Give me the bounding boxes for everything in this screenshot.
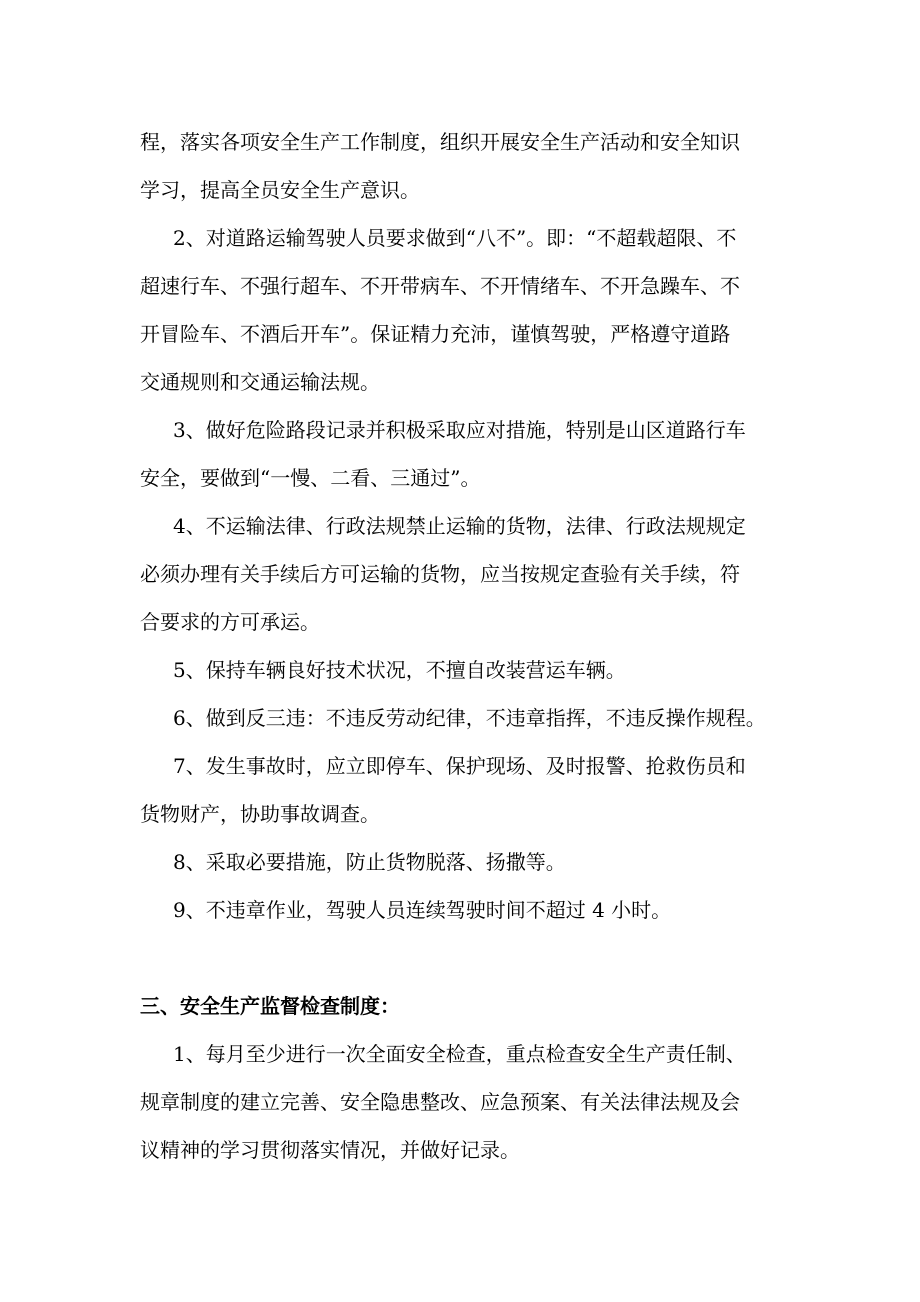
paragraph-item-3 xyxy=(140,406,860,454)
text-line: 议精神的学习贯彻落实情况，并做好记录。 xyxy=(140,1138,520,1162)
text-line: 超速行车、不强行超车、不开带病车、不开情绪车、不开急躁车、不 xyxy=(140,274,740,298)
paragraph-item-2 xyxy=(140,214,860,262)
paragraph-item-6 xyxy=(140,694,860,742)
text-line: 安全，要做到“一慢、二看、三通过”。 xyxy=(140,466,481,490)
text-line: 8、采取必要措施，防止货物脱落、扬撒等。 xyxy=(173,850,566,874)
text-line: 开冒险车、不酒后开车”。保证精力充沛，谨慎驾驶，严格遵守道路 xyxy=(140,322,731,346)
text-line: 必须办理有关手续后方可运输的货物，应当按规定查验有关手续，符 xyxy=(140,562,740,586)
paragraph-item-3-cont xyxy=(140,454,860,502)
text-line: 7、发生事故时，应立即停车、保护现场、及时报警、抢救伤员和 xyxy=(173,754,746,778)
paragraph-item-2-cont xyxy=(140,262,860,406)
text-line: 2、对道路运输驾驶人员要求做到“八不”。即：“不超载超限、不 xyxy=(173,226,737,250)
paragraph-continuation xyxy=(140,118,860,214)
paragraph-item-5 xyxy=(140,646,860,694)
text-line: 4、不运输法律、行政法规禁止运输的货物，法律、行政法规规定 xyxy=(173,514,746,538)
text-line: 6、做到反三违：不违反劳动纪律，不违章指挥，不违反操作规程。 xyxy=(173,706,766,730)
text-line: 学习，提高全员安全生产意识。 xyxy=(140,178,420,202)
paragraph-section3-item-1-cont xyxy=(140,1078,860,1174)
paragraph-item-8 xyxy=(140,838,860,886)
text-line: 规章制度的建立完善、安全隐患整改、应急预案、有关法律法规及会 xyxy=(140,1090,740,1114)
paragraph-item-9 xyxy=(140,886,860,934)
paragraph-section3-item-1 xyxy=(140,1030,860,1078)
text-line: 货物财产，协助事故调查。 xyxy=(140,802,380,826)
paragraph-item-7-cont xyxy=(140,790,860,838)
text-line: 5、保持车辆良好技术状况，不擅自改装营运车辆。 xyxy=(173,658,626,682)
text-line: 3、做好危险路段记录并积极采取应对措施，特别是山区道路行车 xyxy=(173,418,746,442)
paragraph-item-4-cont xyxy=(140,550,860,646)
text-line: 9、不违章作业，驾驶人员连续驾驶时间不超过 4 小时。 xyxy=(173,898,672,922)
text-line: 合要求的方可承运。 xyxy=(140,610,320,634)
paragraph-item-4 xyxy=(140,502,860,550)
text-line: 1、每月至少进行一次全面安全检查，重点检查安全生产责任制、 xyxy=(173,1042,746,1066)
section-heading: 三、安全生产监督检查制度： xyxy=(140,994,400,1018)
text-line: 程，落实各项安全生产工作制度，组织开展安全生产活动和安全知识 xyxy=(140,130,740,154)
paragraph-item-7 xyxy=(140,742,860,790)
text-line: 交通规则和交通运输法规。 xyxy=(140,370,380,394)
